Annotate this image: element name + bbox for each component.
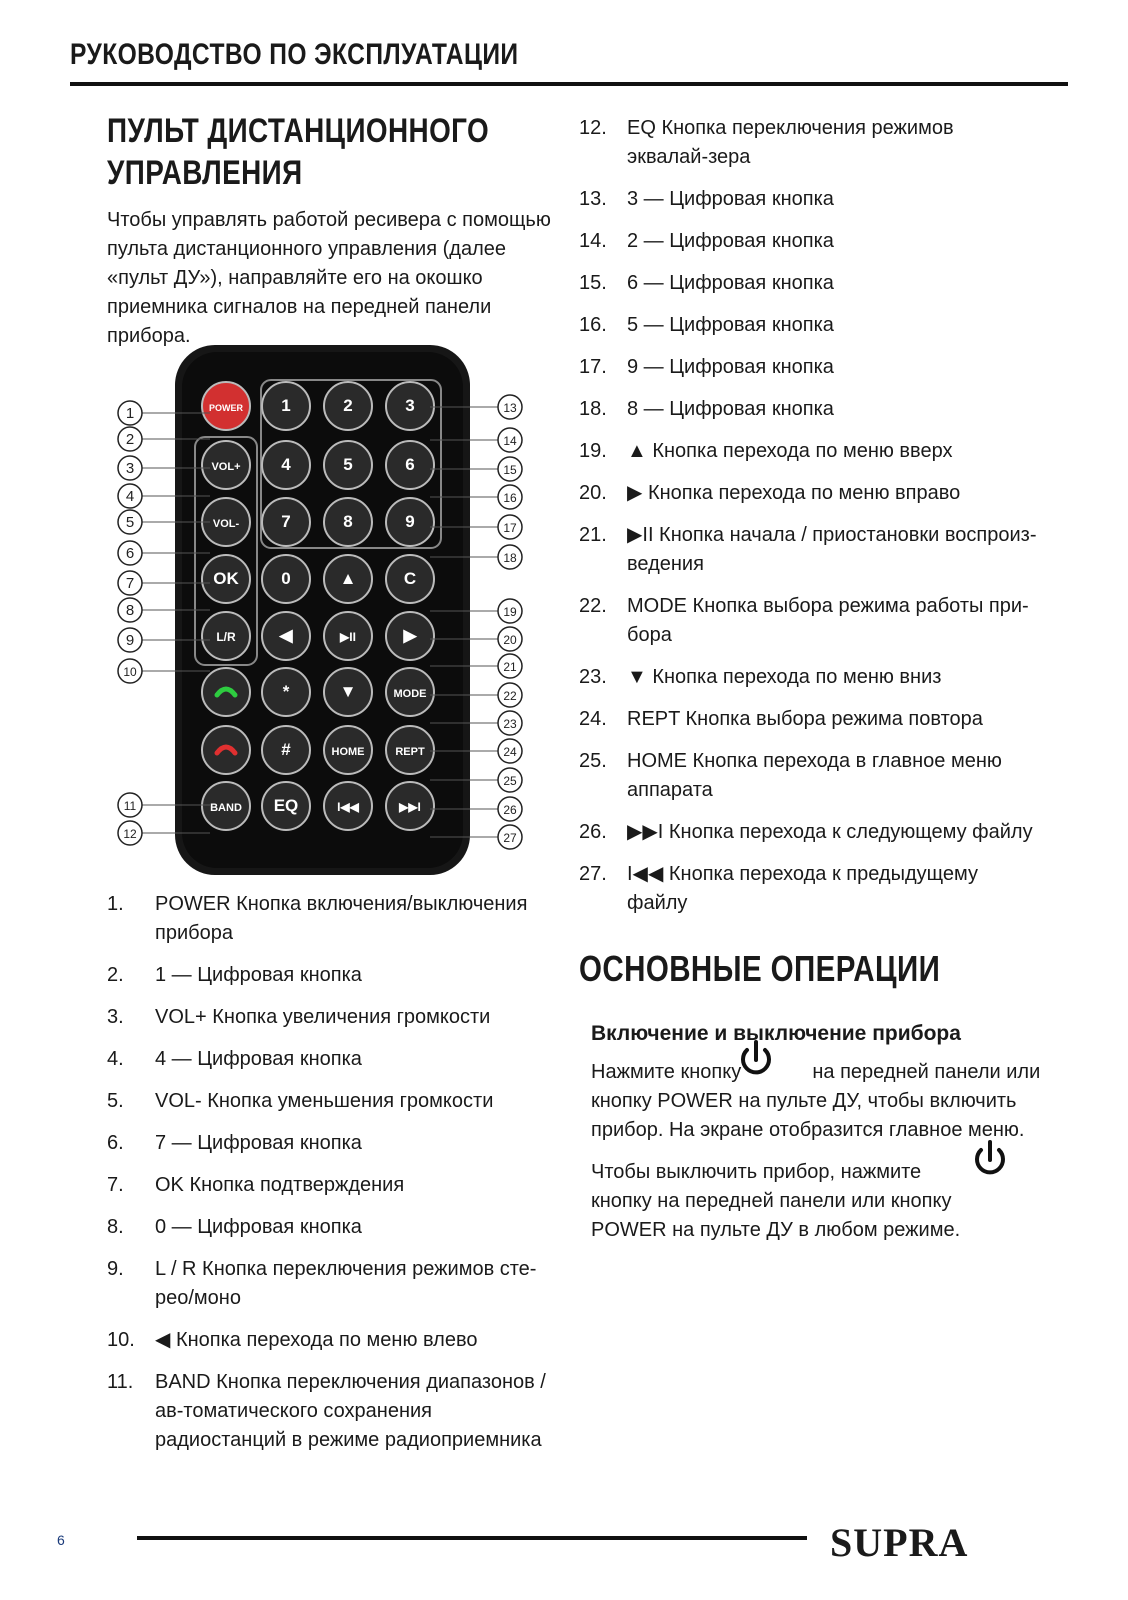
list-item-number: 16.: [579, 314, 607, 336]
section-title-line2: УПРАВЛЕНИЯ: [107, 154, 303, 192]
remote-button-label: ▲: [339, 569, 357, 588]
remote-button-label: 9: [405, 512, 415, 531]
list-item-text: 7 — Цифровая кнопка: [155, 1132, 362, 1154]
remote-button-label: HOME: [331, 746, 365, 758]
callout-number: 11: [123, 799, 137, 813]
list-item: [107, 1255, 567, 1313]
list-item: [579, 437, 1039, 466]
list-item: [579, 395, 1039, 424]
list-item-text: ▲ Кнопка перехода по меню вверх: [627, 440, 953, 462]
list-item: [579, 311, 1039, 340]
list-item-number: 8.: [107, 1216, 124, 1238]
callout-number: 4: [125, 488, 135, 505]
list-item: [579, 747, 1039, 805]
list-item-text: 0 — Цифровая кнопка: [155, 1216, 362, 1238]
list-item-number: 22.: [579, 595, 607, 617]
remote-button-label: POWER: [208, 403, 244, 413]
remote-button-label: VOL+: [211, 461, 241, 473]
remote-button-label: 8: [343, 512, 353, 531]
list-item-text: 4 — Цифровая кнопка: [155, 1048, 362, 1070]
callout-number: 23: [503, 717, 517, 731]
remote-button-label: BAND: [210, 802, 242, 814]
list-item-number: 9.: [107, 1258, 124, 1280]
callout-number: 12: [123, 827, 137, 841]
remote-button-label: 1: [281, 396, 291, 415]
callout-number: 24: [503, 745, 517, 759]
remote-button-label: ▼: [339, 682, 357, 701]
remote-button-label: *: [282, 682, 290, 701]
p1-rest: на передней панели или кнопку POWER на пульте ДУ, чтобы включить прибор. На экране отобразится главное меню.: [591, 1061, 1041, 1141]
remote-button: [202, 668, 250, 716]
remote-button-label: 4: [281, 455, 291, 474]
remote-button-label: OK: [213, 569, 239, 588]
list-item-number: 7.: [107, 1174, 124, 1196]
list-item-text: 3 — Цифровая кнопка: [627, 188, 834, 210]
list-item: [579, 114, 1039, 172]
list-item-text: REPT Кнопка выбора режима повтора: [627, 708, 983, 730]
header-rule: [70, 82, 1068, 86]
list-item-text: ◀ Кнопка перехода по меню влево: [155, 1329, 478, 1351]
list-item: [579, 521, 1039, 579]
section-title: [107, 110, 489, 194]
section-title-line1: ПУЛЬТ ДИСТАНЦИОННОГО: [107, 112, 490, 150]
list-item: [579, 860, 1039, 918]
callout-number: 20: [503, 633, 517, 647]
remote-button-label: EQ: [273, 796, 299, 815]
p1-start: Нажмите кнопку: [591, 1061, 742, 1083]
remote-button-label: VOL-: [212, 518, 240, 530]
list-item-number: 24.: [579, 708, 607, 730]
list-item: [579, 705, 1039, 734]
list-item-text: 8 — Цифровая кнопка: [627, 398, 834, 420]
callout-number: 22: [503, 689, 517, 703]
list-item-number: 17.: [579, 356, 607, 378]
list-item-number: 15.: [579, 272, 607, 294]
page-header: РУКОВОДСТВО ПО ЭКСПЛУАТАЦИИ: [70, 38, 519, 71]
list-item-number: 21.: [579, 524, 607, 546]
callout-number: 27: [503, 831, 517, 845]
list-item-number: 4.: [107, 1048, 124, 1070]
callout-number: 18: [503, 551, 517, 565]
callout-number: 7: [125, 575, 135, 592]
callout-number: 15: [503, 463, 517, 477]
remote-button-label: C: [403, 569, 417, 588]
list-item-number: 14.: [579, 230, 607, 252]
list-item-number: 20.: [579, 482, 607, 504]
list-item-text: L / R Кнопка переключения режимов сте-рео/моно: [155, 1258, 537, 1309]
list-item: [579, 185, 1039, 214]
remote-button-label: 6: [405, 455, 415, 474]
remote-illustration: [100, 340, 560, 900]
list-item: [107, 890, 567, 948]
list-item-text: ▶▶I Кнопка перехода к следующему файлу: [627, 821, 1033, 843]
remote-button-label: I◀◀: [337, 800, 359, 814]
remote-button-label: REPT: [395, 746, 425, 758]
list-item: [107, 961, 567, 990]
list-item: [107, 1045, 567, 1074]
list-item: [107, 1326, 567, 1355]
callout-number: 8: [125, 602, 135, 619]
remote-button-label: 5: [343, 455, 353, 474]
section2-title: ОСНОВНЫЕ ОПЕРАЦИИ: [579, 948, 941, 989]
paragraph-power-on: [591, 1058, 1041, 1145]
list-item-text: 1 — Цифровая кнопка: [155, 964, 362, 986]
remote-button-label: L/R: [216, 630, 236, 644]
remote-button-label: #: [281, 740, 291, 759]
list-item-number: 23.: [579, 666, 607, 688]
list-item-text: ▶II Кнопка начала / приостановки воспроиз-ведения: [627, 524, 1037, 575]
list-item-text: 6 — Цифровая кнопка: [627, 272, 834, 294]
callout-number: 13: [503, 401, 517, 415]
remote-button-label: 0: [281, 569, 291, 588]
list-item: [579, 269, 1039, 298]
callout-number: 2: [125, 431, 135, 448]
callout-number: 26: [503, 803, 517, 817]
callout-number: 5: [125, 514, 135, 531]
callout-number: 16: [503, 491, 517, 505]
list-item: [107, 1129, 567, 1158]
list-item-number: 2.: [107, 964, 124, 986]
list-item-number: 3.: [107, 1006, 124, 1028]
remote-button-label: ▶▶I: [399, 800, 421, 814]
list-item-text: POWER Кнопка включения/выключения прибора: [155, 893, 528, 944]
footer-rule: [137, 1536, 807, 1540]
list-item-number: 25.: [579, 750, 607, 772]
brand-logo: SUPRA: [830, 1520, 969, 1565]
list-item: [107, 1003, 567, 1032]
list-item-number: 12.: [579, 117, 607, 139]
list-item: [579, 479, 1039, 508]
list-item-text: OK Кнопка подтверждения: [155, 1174, 405, 1196]
list-item-text: 2 — Цифровая кнопка: [627, 230, 834, 252]
list-item-text: EQ Кнопка переключения режимов эквалай-зера: [627, 117, 954, 168]
list-item-number: 26.: [579, 821, 607, 843]
list-item-number: 18.: [579, 398, 607, 420]
list-item-number: 27.: [579, 863, 607, 885]
remote-button-label: ▶II: [340, 630, 356, 644]
button-list-left: [107, 890, 567, 1468]
list-item-text: BAND Кнопка переключения диапазонов / ав-томатического сохранения радиостанций в режиме радиоприемника: [155, 1371, 546, 1451]
list-item: [579, 227, 1039, 256]
power-icon: [968, 1138, 1012, 1182]
button-list-right: [579, 114, 1039, 931]
list-item: [107, 1171, 567, 1200]
page-number: 6: [57, 1532, 65, 1548]
list-item-number: 1.: [107, 893, 124, 915]
list-item: [579, 818, 1039, 847]
list-item: [107, 1087, 567, 1116]
list-item-text: MODE Кнопка выбора режима работы при-бора: [627, 595, 1029, 646]
list-item: [107, 1368, 567, 1455]
callout-number: 9: [125, 632, 135, 649]
callout-number: 14: [503, 434, 517, 448]
callout-number: 17: [503, 521, 517, 535]
callout-number: 1: [125, 405, 135, 422]
section2-subtitle: Включение и выключение прибора: [591, 1022, 961, 1045]
list-item-number: 13.: [579, 188, 607, 210]
list-item-text: 9 — Цифровая кнопка: [627, 356, 834, 378]
paragraph-power-off: Чтобы выключить прибор, нажмите кнопку на передней панели или кнопку POWER на пульте ДУ в любом режиме.: [591, 1161, 961, 1241]
list-item-text: HOME Кнопка перехода в главное меню аппарата: [627, 750, 1002, 801]
list-item: [107, 1213, 567, 1242]
callout-number: 19: [503, 605, 517, 619]
intro-paragraph: Чтобы управлять работой ресивера с помощью пульта дистанционного управления (далее «пульт ДУ»), направляйте его на окошко приемника сигналов на передней панели прибора.: [107, 209, 551, 347]
callout-number: 10: [123, 665, 137, 679]
remote-button-label: 7: [281, 512, 291, 531]
remote-button: [202, 726, 250, 774]
list-item-number: 10.: [107, 1329, 135, 1351]
list-item: [579, 353, 1039, 382]
remote-button-label: ◀: [279, 626, 293, 645]
list-item-text: 5 — Цифровая кнопка: [627, 314, 834, 336]
remote-button-label: MODE: [393, 688, 427, 700]
list-item-text: VOL- Кнопка уменьшения громкости: [155, 1090, 494, 1112]
remote-button-label: 3: [405, 396, 415, 415]
power-icon: [734, 1038, 778, 1082]
list-item-text: VOL+ Кнопка увеличения громкости: [155, 1006, 491, 1028]
callout-number: 21: [503, 660, 517, 674]
callout-number: 25: [503, 774, 517, 788]
list-item-number: 5.: [107, 1090, 124, 1112]
callout-number: 3: [125, 460, 135, 477]
remote-button-label: 2: [343, 396, 353, 415]
callout-number: 6: [125, 545, 135, 562]
remote-button-label: ▶: [403, 626, 417, 645]
list-item: [579, 592, 1039, 650]
list-item-text: ▶ Кнопка перехода по меню вправо: [627, 482, 961, 504]
list-item-number: 11.: [107, 1371, 134, 1393]
list-item: [579, 663, 1039, 692]
list-item-text: I◀◀ Кнопка перехода к предыдущему файлу: [627, 863, 978, 914]
list-item-number: 19.: [579, 440, 607, 462]
list-item-number: 6.: [107, 1132, 124, 1154]
list-item-text: ▼ Кнопка перехода по меню вниз: [627, 666, 942, 688]
